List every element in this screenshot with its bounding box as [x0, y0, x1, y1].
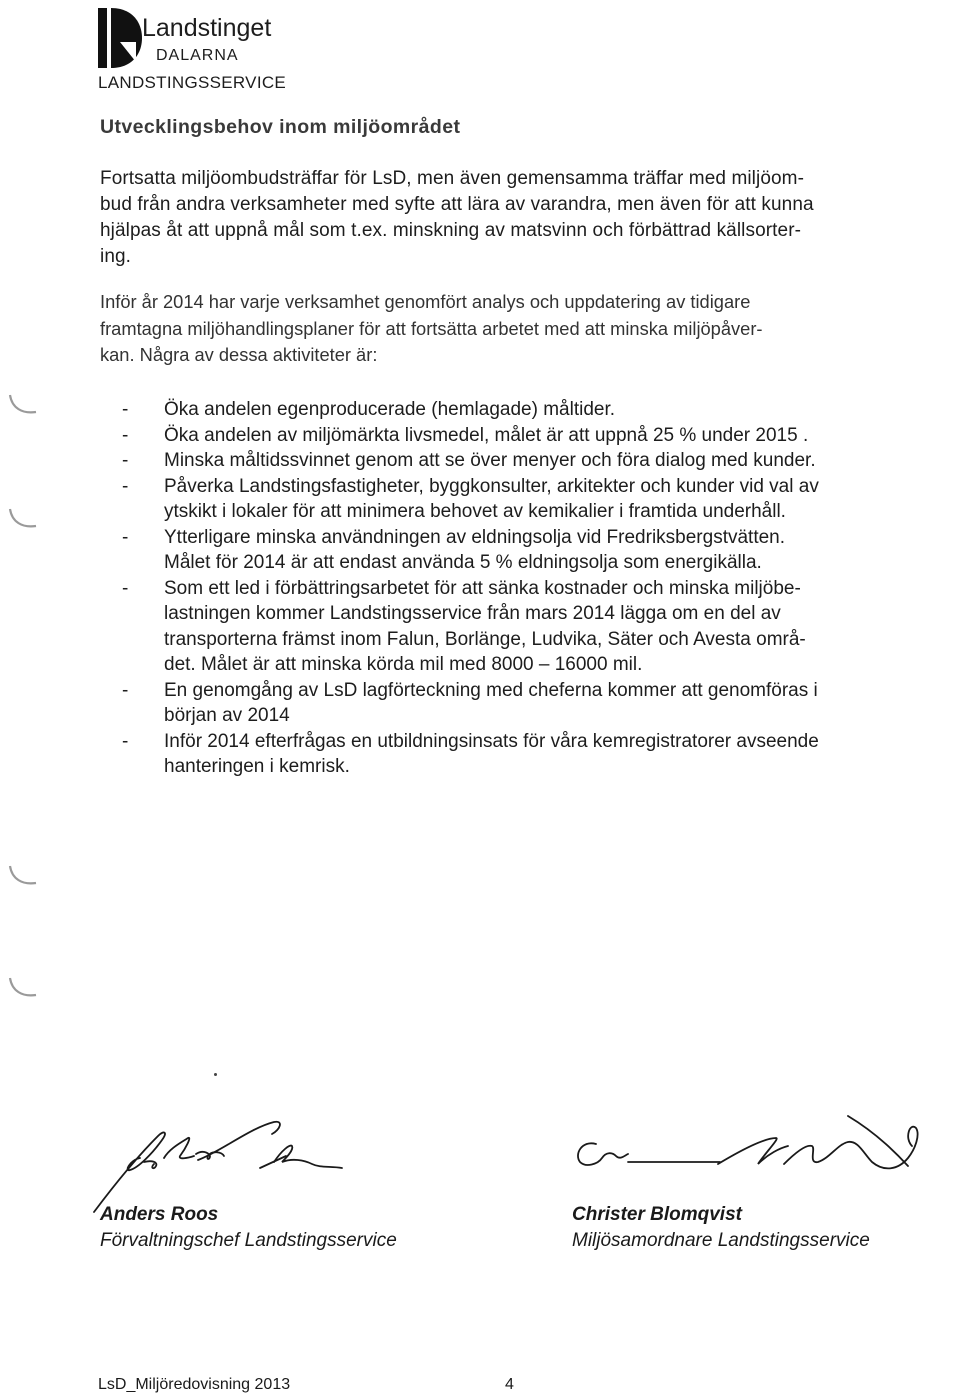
- list-item-line: Målet för 2014 är att endast använda 5 % eldningsolja som energikälla.: [164, 552, 762, 573]
- bullet-dash: -: [122, 679, 129, 701]
- list-item-line: Öka andelen av miljömärkta livsmedel, målet är att uppnå 25 % under 2015 .: [164, 424, 809, 446]
- signer-name: Christer Blomqvist: [572, 1204, 742, 1225]
- list-item: [122, 397, 922, 423]
- signer-title: Miljösamordnare Landstingsservice: [572, 1230, 870, 1251]
- list-item-line: Påverka Landstingsfastigheter, byggkonsulter, arkitekter och kunder vid val av: [164, 475, 819, 497]
- punch-hole-mark-icon: [6, 975, 40, 1001]
- list-item: [122, 525, 922, 576]
- paragraph-line: ing.: [100, 246, 132, 267]
- logo-name: Landstinget: [142, 14, 272, 42]
- logo-service: LANDSTINGSSERVICE: [98, 73, 287, 92]
- list-item: [122, 576, 922, 678]
- signer-title: Förvaltningschef Landstingsservice: [100, 1230, 397, 1251]
- scan-speck: [214, 1073, 217, 1076]
- paragraph-line: framtagna miljöhandlingsplaner för att fortsätta arbetet med att minska miljöpåver-: [100, 317, 763, 339]
- list-item-line: Öka andelen egenproducerade (hemlagade) måltider.: [164, 399, 616, 420]
- list-item: [122, 448, 922, 474]
- list-item-line: början av 2014: [164, 705, 290, 726]
- punch-hole-mark-icon: [6, 506, 40, 532]
- paragraph-line: Fortsatta miljöombudsträffar för LsD, men även gemensamma träffar med miljöom-: [100, 168, 805, 189]
- list-item: [122, 423, 922, 449]
- punch-hole-mark-icon: [6, 392, 40, 418]
- list-item-line: hanteringen i kemrisk.: [164, 756, 350, 777]
- paragraph-line: hjälpas åt att uppnå mål som t.ex. minskning av matsvinn och förbättrad källsorter-: [100, 220, 802, 241]
- signer-name: Anders Roos: [100, 1204, 219, 1225]
- list-item-line: lastningen kommer Landstingsservice från mars 2014 lägga om en del av: [164, 603, 781, 624]
- list-item-line: En genomgång av LsD lagförteckning med cheferna kommer att genomföras i: [164, 679, 818, 701]
- list-item-line: Inför 2014 efterfrågas en utbildningsinsats för våra kemregistratorer avseende: [164, 730, 819, 752]
- list-item-line: det. Målet är att minska körda mil med 8000 – 16000 mil.: [164, 654, 643, 675]
- section-heading: Utvecklingsbehov inom miljöområdet: [100, 116, 461, 138]
- bullet-dash: -: [122, 450, 129, 471]
- list-item: [122, 678, 922, 729]
- list-item-line: transporterna främst inom Falun, Borlänge, Ludvika, Säter och Avesta områ-: [164, 628, 806, 650]
- activities-paragraph: [100, 289, 915, 369]
- paragraph-line: kan. Några av dessa aktiviteter är:: [100, 344, 378, 365]
- bullet-dash: -: [122, 526, 129, 548]
- bullet-dash: -: [122, 475, 129, 497]
- bullet-dash: -: [122, 399, 129, 420]
- list-item: [122, 729, 922, 780]
- paragraph-line: bud från andra verksamheter med syfte att lära av varandra, men även för att kunna: [100, 194, 814, 215]
- bullet-dash: -: [122, 424, 129, 446]
- punch-hole-mark-icon: [6, 863, 40, 889]
- landstinget-logo-mark-icon: [98, 8, 142, 72]
- list-item-line: Minska måltidssvinnet genom att se över menyer och föra dialog med kunder.: [164, 450, 816, 471]
- footer-document-name: LsD_Miljöredovisning 2013: [98, 1376, 291, 1393]
- list-item-line: ytskikt i lokaler för att minimera behovet av kemikalier i framtida underhåll.: [164, 501, 786, 522]
- footer-page-number: 4: [505, 1376, 514, 1393]
- list-item: [122, 474, 922, 525]
- activity-list: [122, 397, 922, 780]
- list-item-line: Som ett led i förbättringsarbetet för att sänka kostnader och minska miljöbe-: [164, 577, 801, 599]
- signature-christer-blomqvist-icon: [568, 1108, 958, 1198]
- list-item-line: Ytterligare minska användningen av eldningsolja vid Fredriksbergstvätten.: [164, 526, 786, 548]
- intro-paragraph: [100, 166, 915, 270]
- bullet-dash: -: [122, 730, 129, 752]
- bullet-dash: -: [122, 577, 129, 599]
- organization-logo: [98, 8, 338, 90]
- paragraph-line: Inför år 2014 har varje verksamhet genomfört analys och uppdatering av tidigare: [100, 291, 751, 312]
- logo-region: DALARNA: [156, 47, 239, 64]
